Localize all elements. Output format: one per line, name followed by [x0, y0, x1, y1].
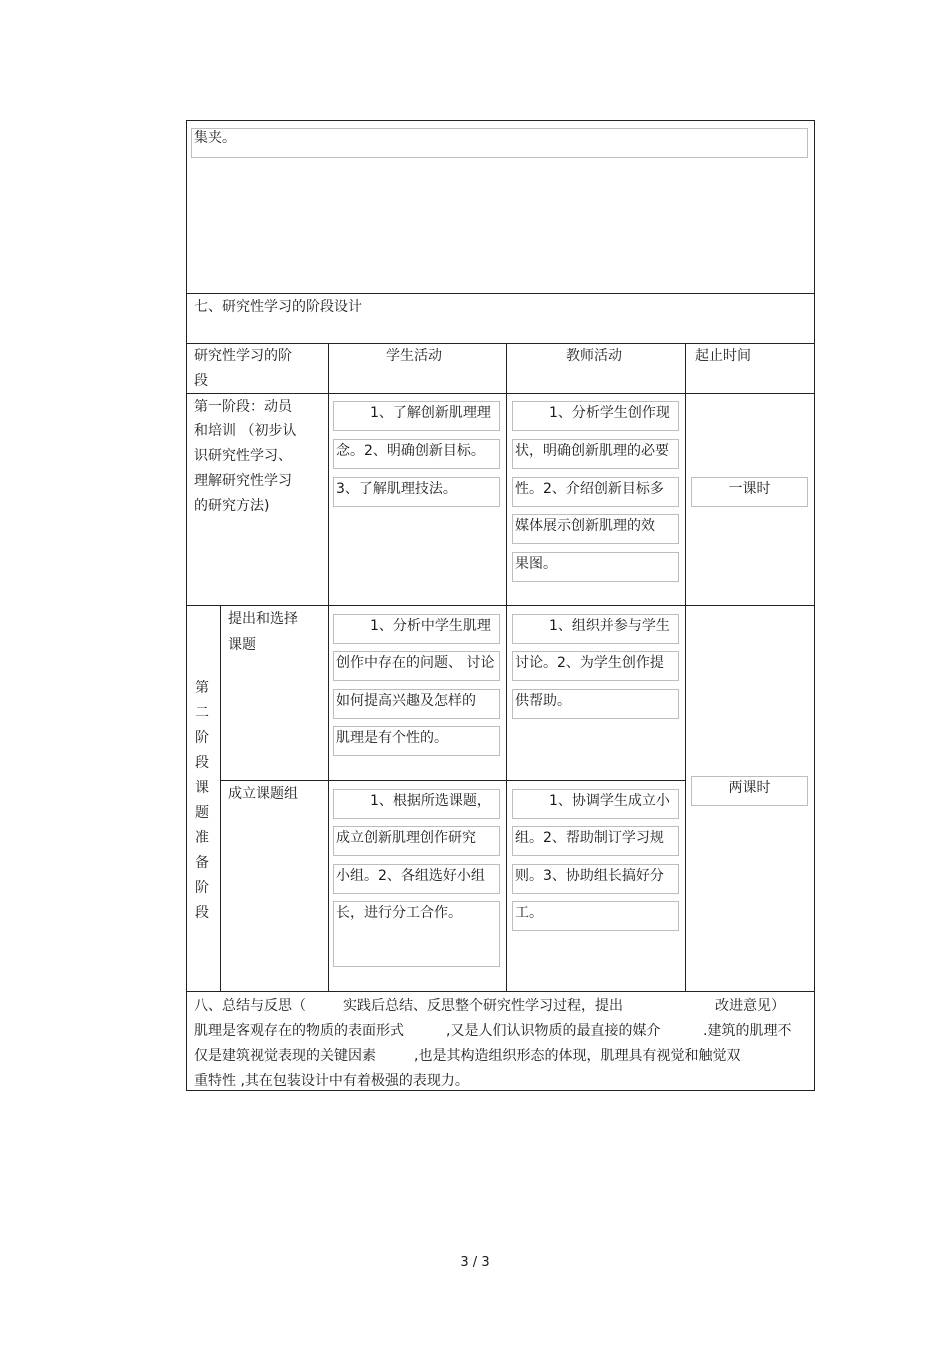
- header-teacher-activity: 教师活动: [566, 348, 622, 364]
- stage1-label-line: 的研究方法): [194, 498, 270, 514]
- stage2-label-char: 课: [195, 780, 209, 796]
- stage2-time: 两课时: [728, 780, 771, 796]
- stage2-sub1-student-line: 肌理是有个性的。: [336, 730, 448, 746]
- section-8-heading-part-c: 改进意见）: [715, 998, 785, 1014]
- stage1-label-line: 理解研究性学习: [194, 473, 292, 489]
- section-8-body-line: ,又是人们认识物质的最直接的媒介: [446, 1023, 661, 1039]
- stage2-sub2-teacher-line: 组。2、帮助制订学习规: [515, 830, 664, 846]
- stage2-sub2-teacher-line: 则。3、协助组长搞好分: [515, 868, 664, 884]
- stage2-label-char: 备: [195, 855, 209, 871]
- stage2-sub2-student-line: 1、根据所选课题，: [370, 793, 491, 809]
- section-8-heading-part-a: 八、总结与反思（: [194, 998, 306, 1014]
- stage1-time: 一课时: [728, 481, 771, 497]
- stage2-sub1-teacher-line: 1、组织并参与学生: [549, 618, 670, 634]
- stage1-teacher-line: 媒体展示创新肌理的效: [515, 518, 655, 534]
- stage1-label-line: 识研究性学习、: [194, 448, 292, 464]
- stage1-student-line: 3、了解肌理技法。: [336, 481, 457, 497]
- page-number: 3 / 3: [460, 1255, 490, 1270]
- stage2-label-char: 段: [195, 755, 209, 771]
- stage2-sub2-student-line: 小组。2、各组选好小组: [336, 868, 485, 884]
- stage2-label-char: 阶: [195, 730, 209, 746]
- header-student-activity: 学生活动: [386, 348, 442, 364]
- stage1-student-line: 念。2、明确创新目标。: [336, 443, 485, 459]
- stage2-sub2-teacher-line: 1、协调学生成立小: [549, 793, 670, 809]
- stage2-sub2-student-line: 成立创新肌理创作研究: [336, 830, 476, 846]
- section-8-body-line: .建筑的肌理不: [703, 1023, 792, 1039]
- section-8-body-line: 重特性 ,其在包装设计中有着极强的表现力。: [194, 1073, 469, 1089]
- section-8-heading-part-b: 实践后总结、反思整个研究性学习过程，提出: [343, 998, 623, 1014]
- stage1-teacher-line: 果图。: [515, 556, 557, 572]
- stage1-teacher-line: 1、分析学生创作现: [549, 405, 670, 421]
- stage1-label-line: 和培训 （初步认: [194, 423, 297, 439]
- stage2-sub2-label-line: 成立课题组: [228, 786, 298, 802]
- section-8-body-line: ,也是其构造组织形态的体现，肌理具有视觉和触觉双: [414, 1048, 741, 1064]
- stage2-sub1-teacher-line: 供帮助。: [515, 693, 571, 709]
- stage2-sub1-student-line: 1、分析中学生肌理: [370, 618, 491, 634]
- stage2-sub1-student-line: 创作中存在的问题、 讨论: [336, 655, 495, 671]
- stage1-student-line: 1、了解创新肌理理: [370, 405, 491, 421]
- section-8-body-line: 肌理是客观存在的物质的表面形式: [194, 1023, 404, 1039]
- intro-text-box: [191, 128, 808, 158]
- stage2-label-char: 阶: [195, 880, 209, 896]
- section-8-body-line: 仅是建筑视觉表现的关键因素: [194, 1048, 376, 1064]
- stage1-teacher-line: 状，明确创新肌理的必要: [515, 443, 669, 459]
- intro-text: 集夹。: [194, 130, 236, 146]
- stage2-sub1-label-line: 提出和选择: [228, 611, 298, 627]
- stage2-label-char: 题: [195, 805, 209, 821]
- section-7-title: 七、研究性学习的阶段设计: [194, 299, 362, 315]
- stage1-teacher-line: 性。2、介绍创新目标多: [515, 481, 664, 497]
- stage1-label-line: 第一阶段：动员: [194, 399, 292, 415]
- stage2-sub2-student-line: 长，进行分工合作。: [336, 905, 462, 921]
- stage2-sub1-teacher-line: 讨论。2、为学生创作提: [515, 655, 664, 671]
- header-stage-line-1: 研究性学习的阶: [194, 348, 292, 364]
- stage2-sub1-label-line: 课题: [228, 637, 256, 653]
- header-time: 起止时间: [695, 348, 751, 364]
- stage2-sub1-student-line: 如何提高兴趣及怎样的: [336, 693, 476, 709]
- header-stage-line-2: 段: [194, 373, 208, 389]
- stage2-label-char: 第: [195, 680, 209, 696]
- stage2-label-char: 段: [195, 905, 209, 921]
- stage2-sub2-teacher-line: 工。: [515, 905, 543, 921]
- stage2-label-char: 准: [195, 830, 209, 846]
- stage2-label-char: 二: [195, 705, 209, 721]
